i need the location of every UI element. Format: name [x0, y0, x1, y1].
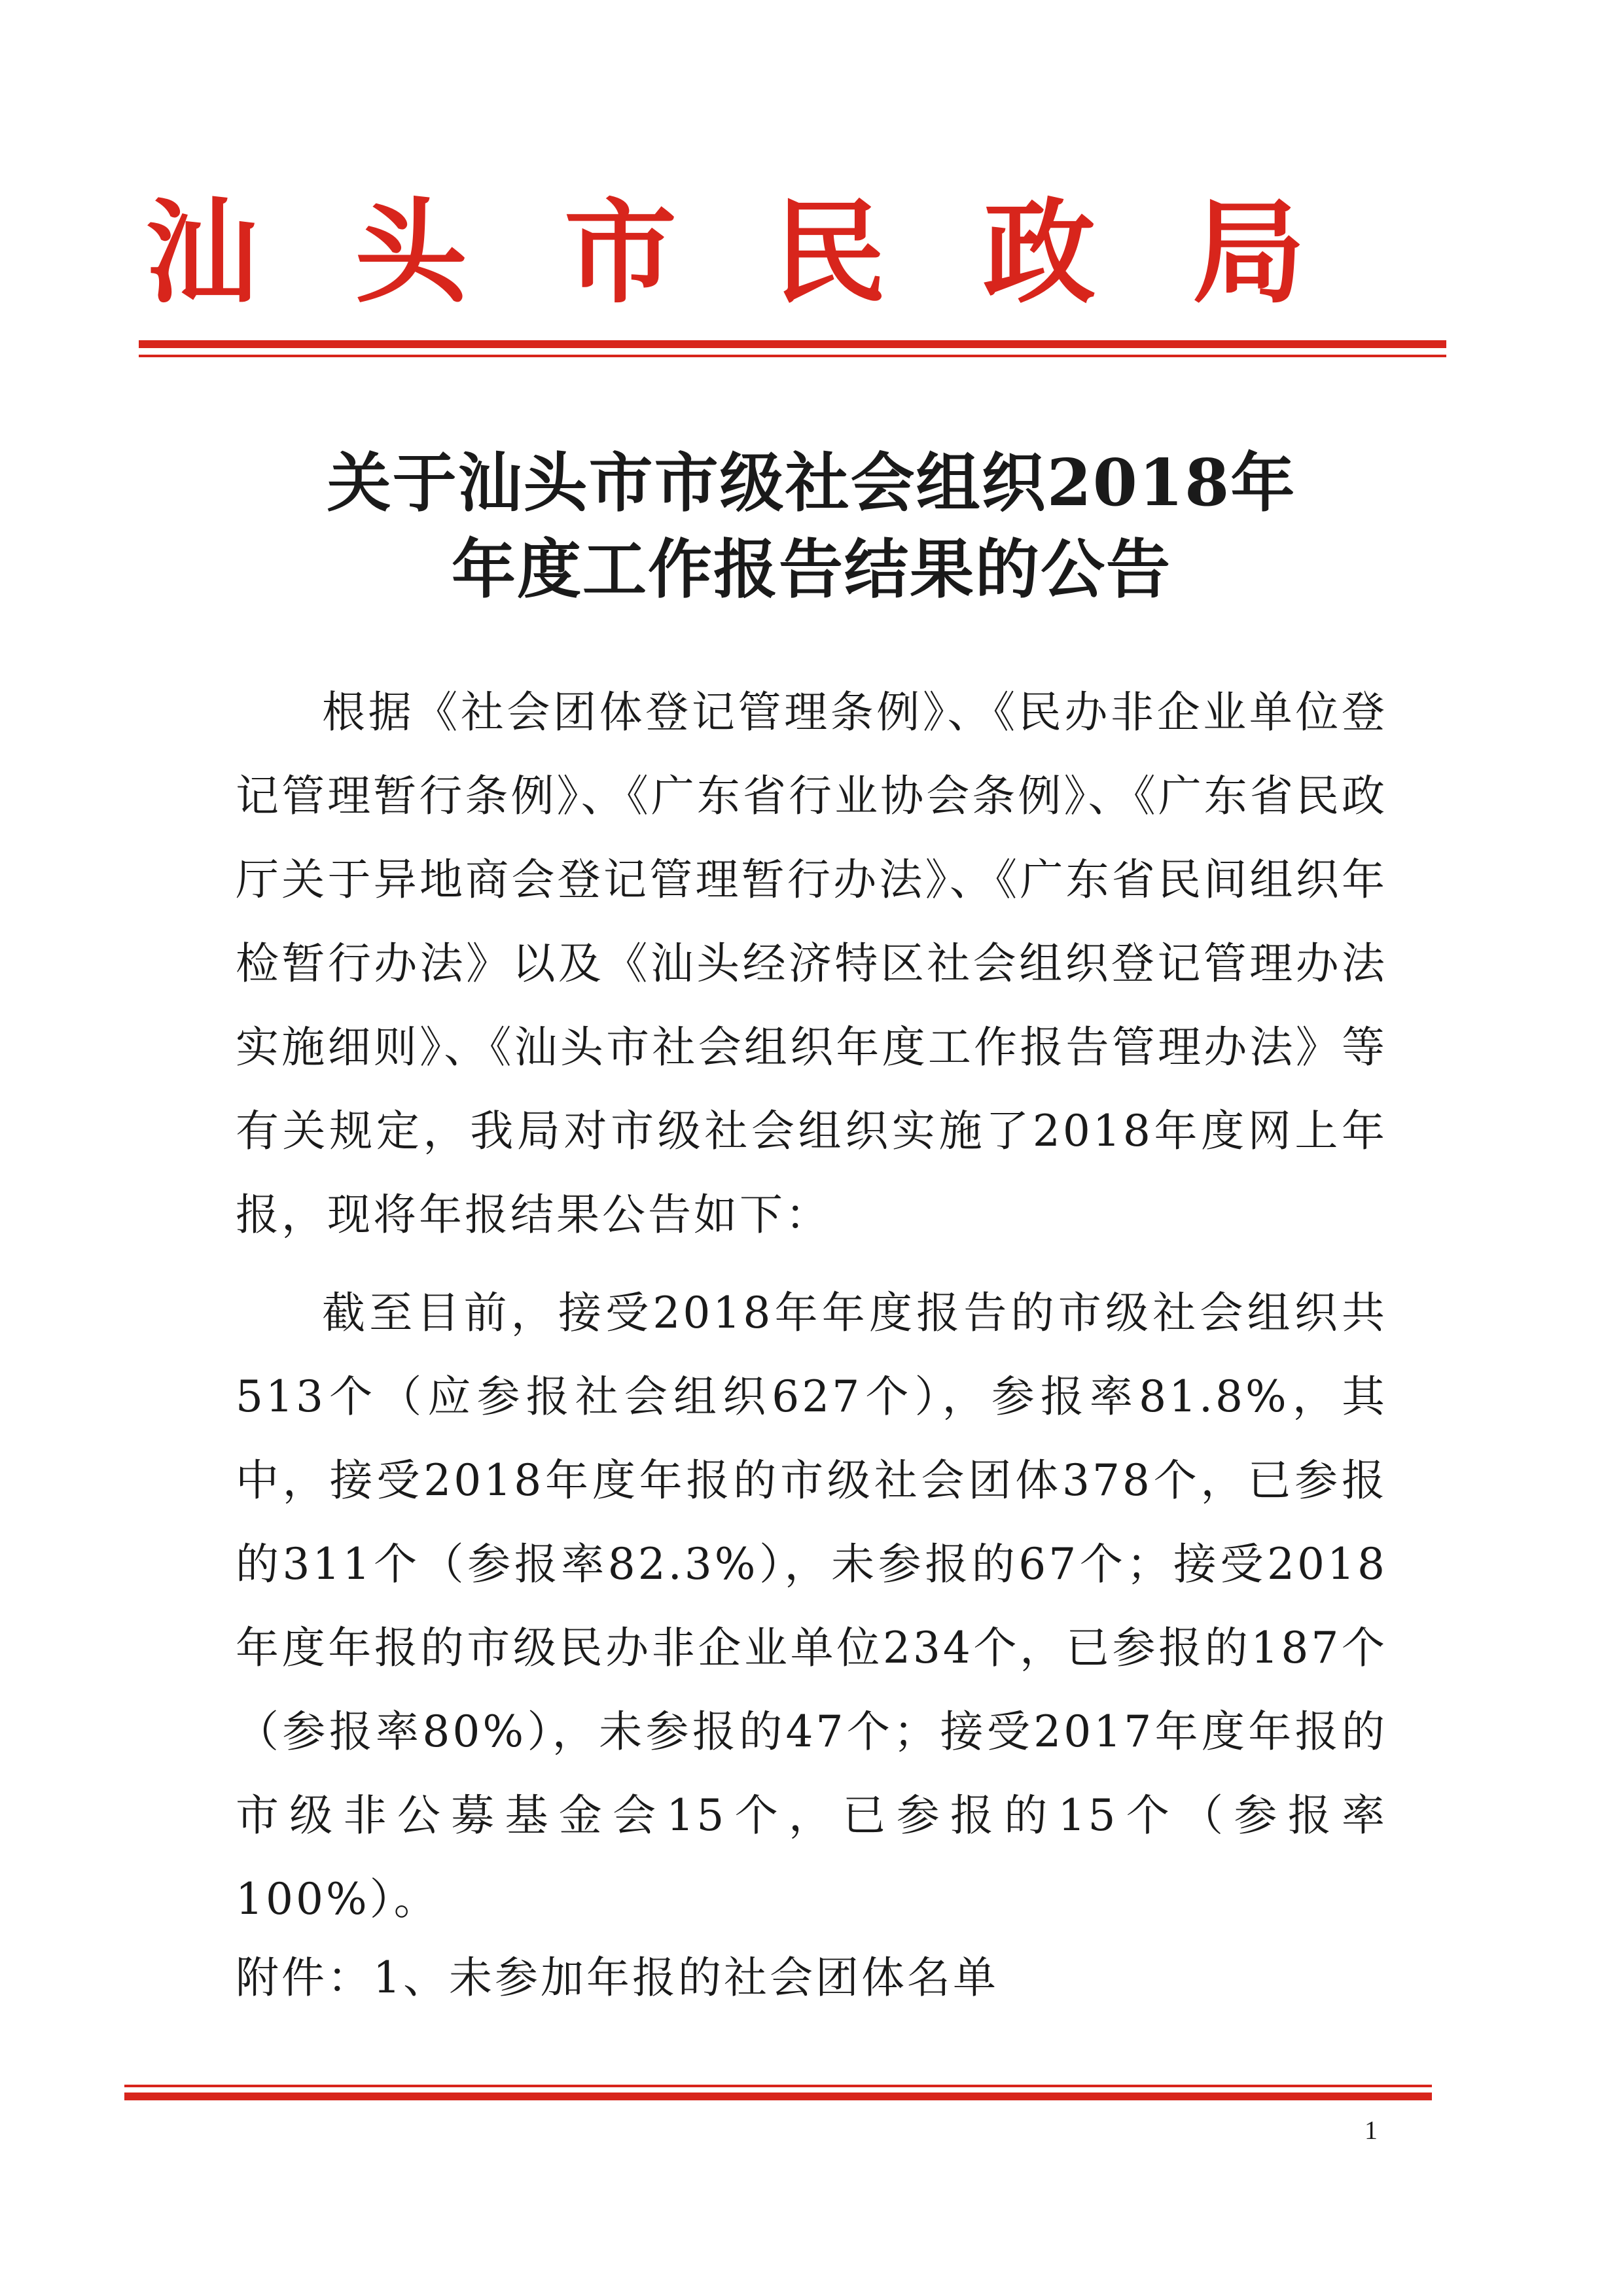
letterhead-char: 市 [564, 186, 677, 319]
page-number: 1 [1364, 2115, 1378, 2145]
letterhead-char: 汕 [145, 186, 258, 319]
footer-rule-thick [124, 2093, 1432, 2100]
attachment-note: 附件：1、未参加年报的社会团体名单 [236, 1952, 999, 2003]
letterhead-char: 头 [355, 186, 467, 319]
letterhead-char: 局 [1192, 186, 1305, 319]
letterhead-char: 民 [774, 186, 886, 319]
letterhead [143, 186, 1308, 319]
footer-rule-thin [124, 2085, 1432, 2087]
document-title-line-1: 关于汕头市市级社会组织2018年 [327, 446, 1296, 521]
document-title-line-2: 年度工作报告结果的公告 [451, 532, 1171, 607]
header-rule-thick [139, 340, 1446, 348]
body-paragraph-2: 截至目前，接受2018年年度报告的市级社会组织共513个（应参报社会组织627个），参报率81.8%，其中，接受2018年度年报的市级社会团体378个，已参报的311个（参报率82.3%），未参报的67个；接受2018年度年报的市级民办非企业单位234个，已参报的187个（参报率80%），未参报的47个；接受2017年度年报的市级非公募基金会15个，已参报的15个（参报率100%）。 [236, 1288, 1387, 1924]
body-paragraph-1: 根据《社会团体登记管理条例》、《民办非企业单位登记管理暂行条例》、《广东省行业协会条例》、《广东省民政厅关于异地商会登记管理暂行办法》、《广东省民间组织年检暂行办法》以及《汕头经济特区社会组织登记管理办法实施细则》、《汕头市社会组织年度工作报告管理办法》等有关规定，我局对市级社会组织实施了2018年度网上年报，现将年报结果公告如下： [236, 687, 1387, 1240]
header-rule-thin [139, 355, 1446, 357]
letterhead-char: 政 [983, 186, 1096, 319]
